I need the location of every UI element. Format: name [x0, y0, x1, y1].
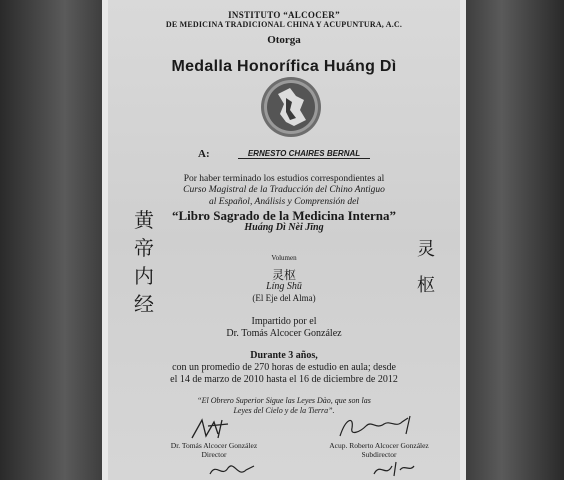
side-char: 灵 — [417, 239, 435, 260]
volume-pinyin: Líng Shū — [266, 281, 302, 292]
teacher-name: Dr. Tomás Alcocer González — [226, 328, 342, 339]
body-line-1: Por haber terminado los estudios correspondientes al — [183, 174, 385, 184]
side-char: 帝 — [134, 236, 154, 260]
director-signature — [188, 416, 248, 442]
quote-line-2: Leyes del Cielo y de la Tierra”. — [233, 406, 335, 415]
book-pinyin: Huáng Dì Nèi Jīng — [244, 222, 324, 233]
duration-line-2: con un promedio de 270 horas de estudio en aula; desde — [172, 362, 396, 373]
side-char: 内 — [134, 264, 154, 288]
book-title: “Libro Sagrado de la Medicina Interna” — [171, 208, 397, 223]
director-role: Director — [201, 450, 227, 459]
subdirector-signature — [336, 412, 426, 440]
subdirector-name: Acup. Roberto Alcocer González — [329, 441, 429, 450]
certificate — [108, 0, 460, 480]
duration-line-1: Durante 3 años, — [250, 350, 318, 361]
volume-chinese: 灵枢 — [271, 268, 296, 282]
medal-icon — [260, 76, 322, 138]
subdirector-signature-lower — [370, 458, 416, 480]
institution-subtitle: DE MEDICINA TRADICIONAL CHINA Y ACUPUNTURA, A.C. — [165, 20, 403, 29]
frame-right — [460, 0, 564, 480]
institution-name: INSTITUTO “ALCOCER” — [228, 10, 340, 20]
taught-by-label: Impartido por el — [251, 316, 317, 327]
frame-left — [0, 0, 108, 480]
body-line-3: al Español, Análisis y Comprensión del — [209, 197, 359, 207]
side-char: 经 — [134, 292, 154, 316]
award-title: Medalla Honorífica Huáng Dì — [171, 58, 397, 75]
recipient-name: ERNESTO CHAIRES BERNAL — [238, 149, 370, 159]
volume-translation: (El Eje del Alma) — [252, 293, 316, 303]
quote-line-1: “El Obrero Superior Sigue las Leyes Dào, que son las — [197, 396, 371, 405]
grants-label: Otorga — [267, 34, 301, 46]
side-char: 黄 — [134, 208, 154, 232]
recipient-label: A: — [198, 148, 210, 160]
director-name: Dr. Tomás Alcocer González — [170, 441, 258, 450]
duration-line-3: el 14 de marzo de 2010 hasta el 16 de diciembre de 2012 — [170, 374, 398, 385]
director-signature-lower — [208, 460, 258, 480]
volume-label: Volumen — [271, 254, 297, 262]
subdirector-role: Subdirector — [361, 450, 397, 459]
side-char: 枢 — [417, 275, 435, 296]
body-line-2: Curso Magistral de la Traducción del Chino Antiguo — [183, 185, 385, 195]
